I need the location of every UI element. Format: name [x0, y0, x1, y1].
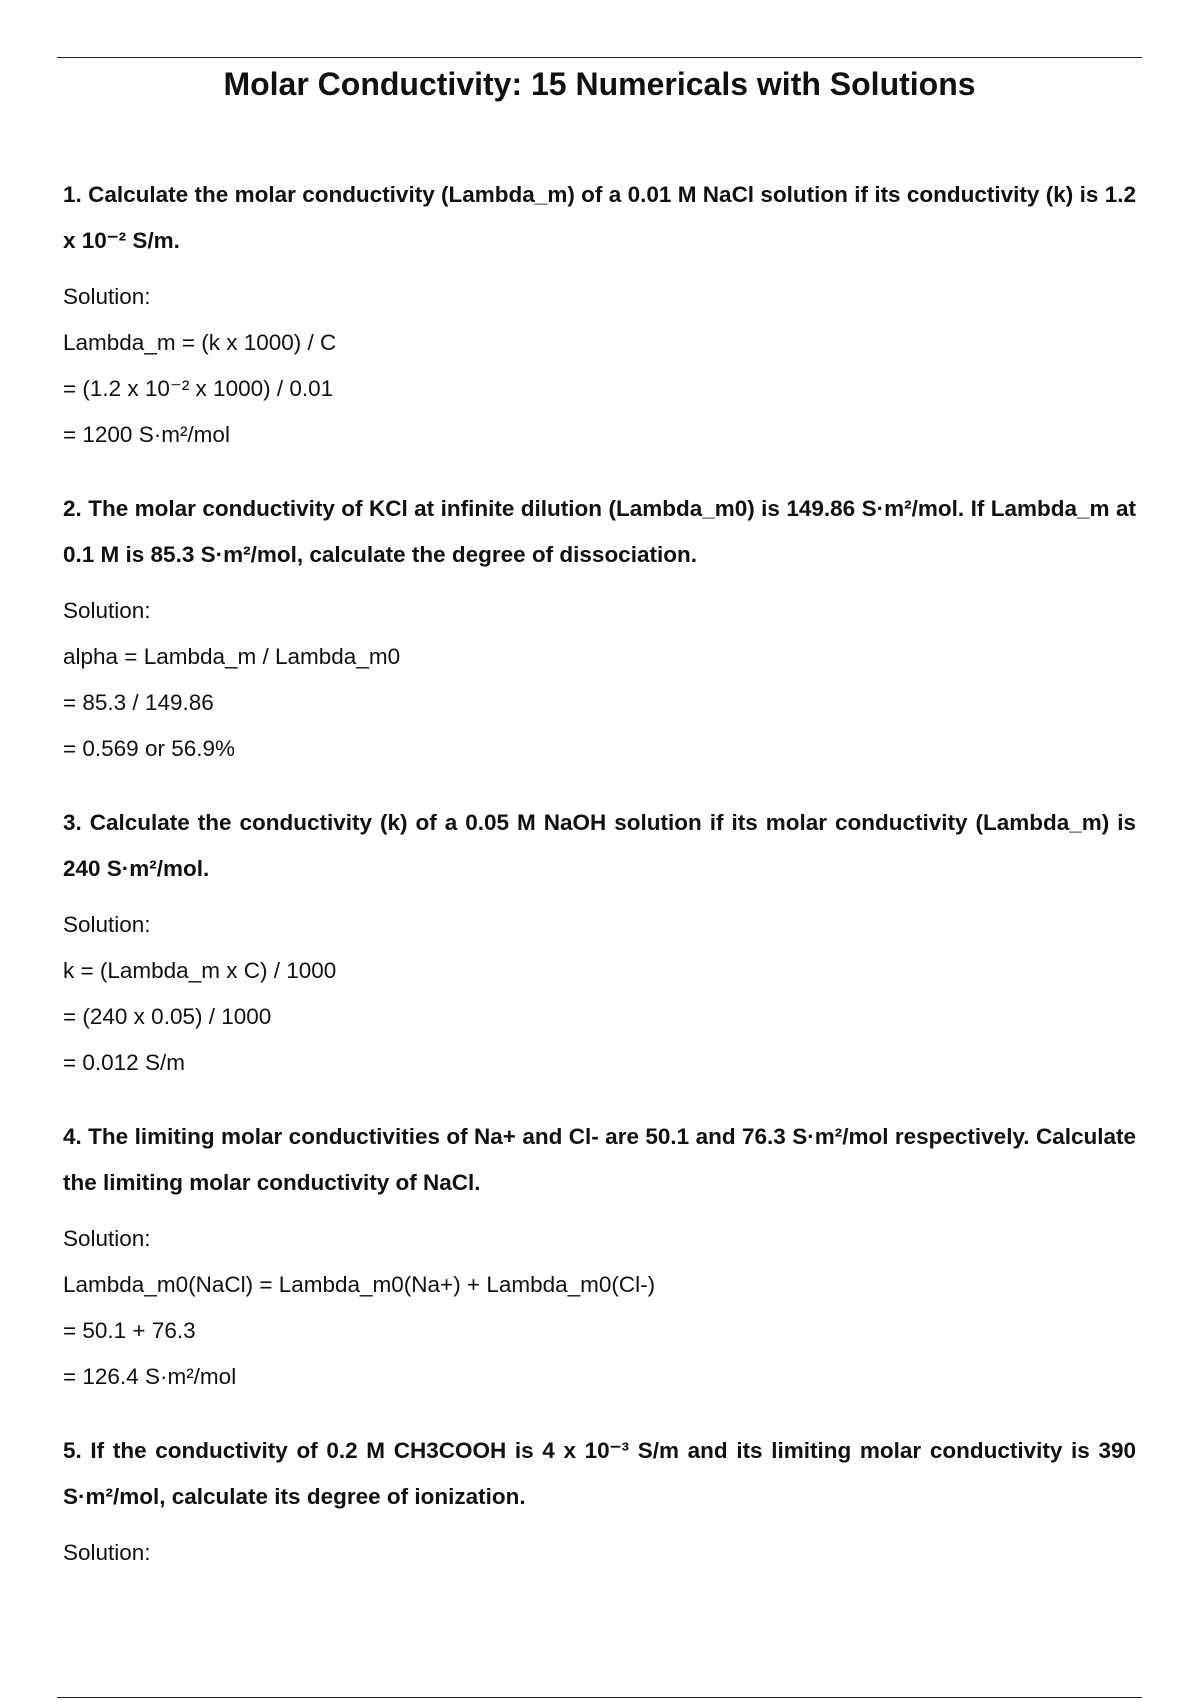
problems-list — [63, 172, 1136, 1604]
problem-5-solution-label: Solution: — [63, 1540, 151, 1565]
problem-5-question: 5. If the conductivity of 0.2 M CH3COOH is 4 x 10⁻³ S/m and its limiting molar conductivity is 390 S·m²/mol, calculate its degree of ionization. — [63, 1438, 1136, 1509]
problem-5 — [63, 1428, 1136, 1576]
problem-1 — [63, 172, 1136, 458]
problem-2-solution-line-1: alpha = Lambda_m / Lambda_m0 — [63, 644, 401, 669]
problem-4-solution-line-2: = 50.1 + 76.3 — [63, 1318, 196, 1343]
problem-1-solution-line-2: = (1.2 x 10⁻² x 1000) / 0.01 — [63, 376, 334, 401]
problem-2-solution-line-3: = 0.569 or 56.9% — [63, 736, 236, 761]
problem-3-solution-line-3: = 0.012 S/m — [63, 1050, 185, 1075]
page-title: Molar Conductivity: 15 Numericals with Solutions — [223, 66, 976, 102]
problem-4 — [63, 1114, 1136, 1400]
top-rule — [57, 57, 1142, 58]
problem-1-solution-line-3: = 1200 S·m²/mol — [63, 422, 230, 447]
problem-4-solution-label: Solution: — [63, 1226, 151, 1251]
problem-1-question: 1. Calculate the molar conductivity (Lambda_m) of a 0.01 M NaCl solution if its conductivity (k) is 1.2 x 10⁻² S/m. — [63, 182, 1136, 253]
problem-3-question: 3. Calculate the conductivity (k) of a 0.05 M NaOH solution if its molar conductivity (Lambda_m) is 240 S·m²/mol. — [63, 810, 1136, 881]
problem-3-solution-line-1: k = (Lambda_m x C) / 1000 — [63, 958, 337, 983]
problem-3 — [63, 800, 1136, 1086]
problem-1-solution-line-1: Lambda_m = (k x 1000) / C — [63, 330, 337, 355]
problem-2-solution-line-2: = 85.3 / 149.86 — [63, 690, 214, 715]
bottom-rule — [57, 1697, 1142, 1698]
problem-2 — [63, 486, 1136, 772]
problem-4-solution-line-3: = 126.4 S·m²/mol — [63, 1364, 237, 1389]
problem-2-solution-label: Solution: — [63, 598, 151, 623]
problem-4-question: 4. The limiting molar conductivities of Na+ and Cl- are 50.1 and 76.3 S·m²/mol respectively. Calculate the limiting molar conductivity of NaCl. — [63, 1124, 1136, 1195]
problem-3-solution-line-2: = (240 x 0.05) / 1000 — [63, 1004, 272, 1029]
problem-4-solution-line-1: Lambda_m0(NaCl) = Lambda_m0(Na+) + Lambda_m0(Cl-) — [63, 1272, 656, 1297]
problem-2-question: 2. The molar conductivity of KCl at infinite dilution (Lambda_m0) is 149.86 S·m²/mol. If Lambda_m at 0.1 M is 85.3 S·m²/mol, calculate the degree of dissociation. — [63, 496, 1136, 567]
problem-1-solution-label: Solution: — [63, 284, 151, 309]
problem-3-solution-label: Solution: — [63, 912, 151, 937]
